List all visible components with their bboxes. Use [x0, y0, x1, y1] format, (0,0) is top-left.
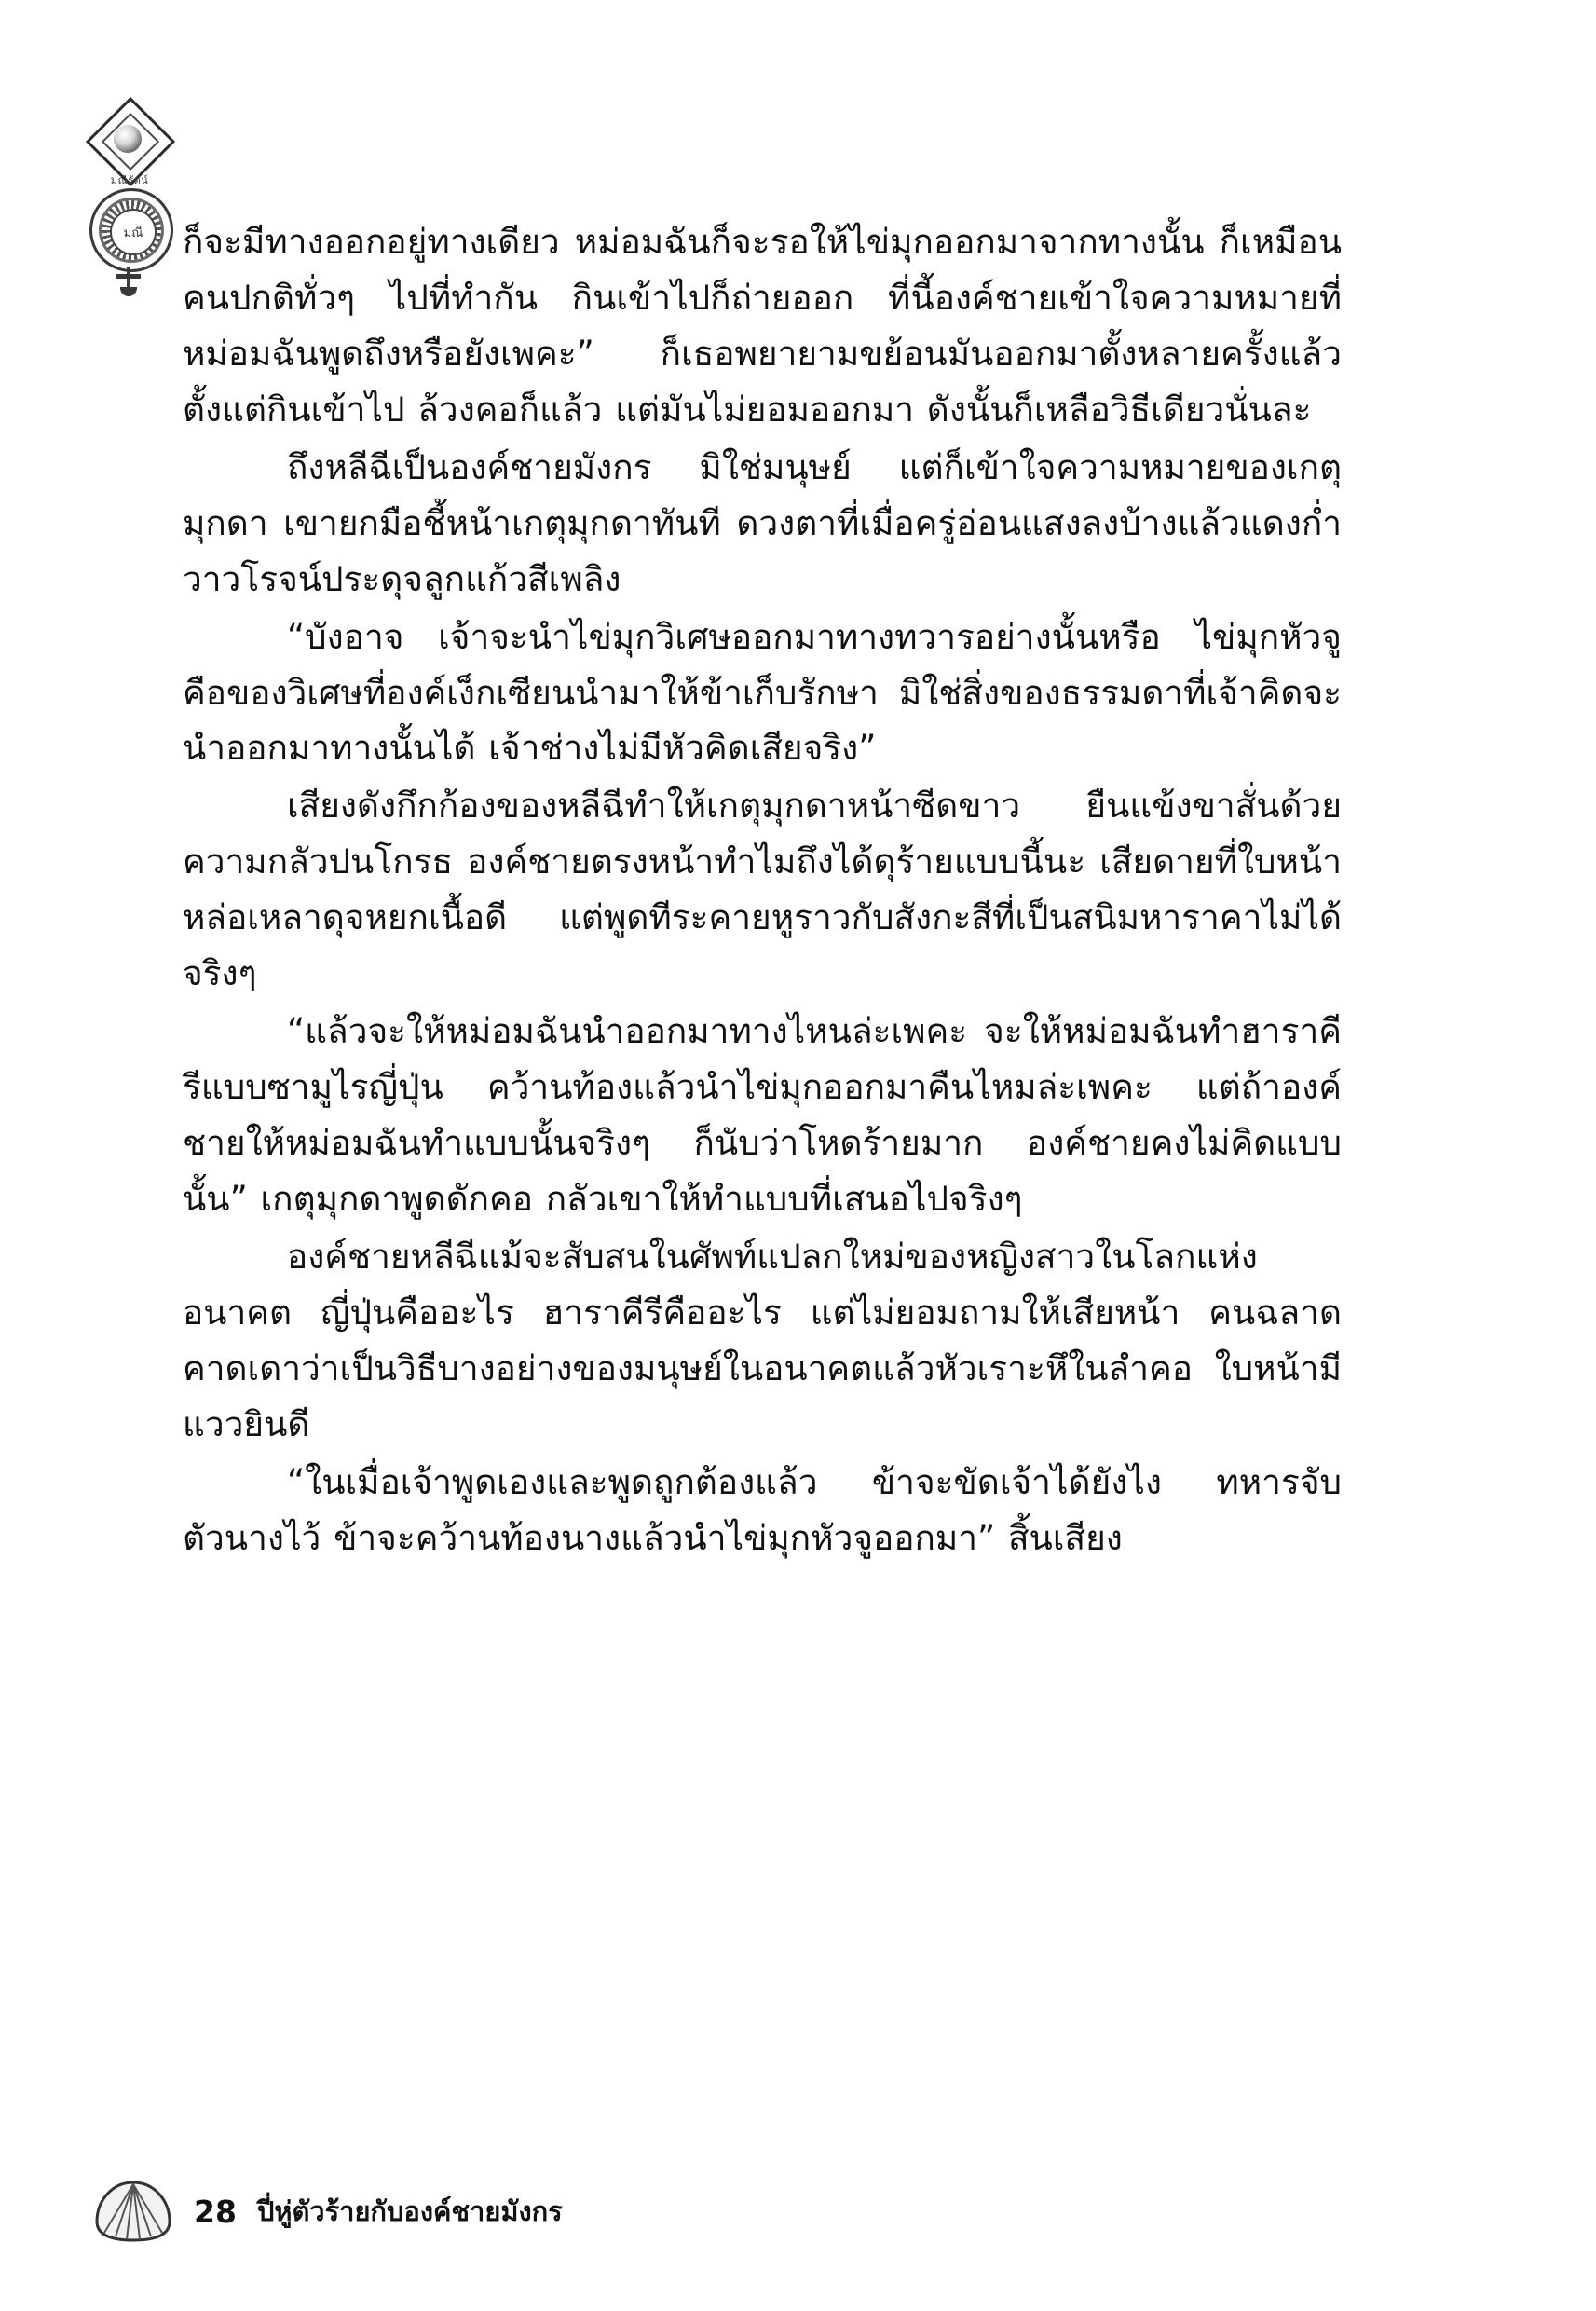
paragraph: “บังอาจ เจ้าจะนำไข่มุกวิเศษออกมาทางทวารอย่างนั้นหรือ ไข่มุกหัวจูคือของวิเศษที่องค์เง็กเซียนนำมาให้ข้าเก็บรักษา มิใช่สิ่งของธรรมดาที่เจ้าคิดจะนำออกมาทางนั้นได้ เจ้าช่างไม่มีหัวคิดเสียจริง”	[183, 616, 1342, 769]
medallion-inner-label: มณี	[110, 209, 157, 255]
page-footer	[93, 2179, 563, 2244]
shell-icon	[93, 2179, 173, 2244]
paragraph: “ในเมื่อเจ้าพูดเองและพูดถูกต้องแล้ว ข้าจะขัดเจ้าได้ยังไง ทหารจับตัวนางไว้ ข้าจะคว้านท้องนางแล้วนำไข่มุกหัวจูออกมา” สิ้นเสียง	[183, 1461, 1342, 1558]
ornament-label: มณีรัตน์	[110, 174, 149, 186]
page-content	[183, 214, 1342, 1568]
pearl-icon	[114, 125, 142, 153]
paragraph: เสียงดังกึกก้องของหลีฉีทำให้เกตุมุกดาหน้าซีดขาว ยืนแข้งขาสั่นด้วยความกลัวปนโกรธ องค์ชายตรงหน้าทำไมถึงได้ดุร้ายแบบนี้นะ เสียดายที่ใบหน้าหล่อเหลาดุจหยกเนื้อดี แต่พูดทีระคายหูราวกับสังกะสีที่เป็นสนิมหาราคาไม่ได้จริงๆ	[183, 786, 1342, 994]
paragraph: องค์ชายหลีฉีแม้จะสับสนในศัพท์แปลกใหม่ของหญิงสาวในโลกแห่งอนาคต ญี่ปุ่นคืออะไร ฮาราคีรีคืออะไร แต่ไม่ยอมถามให้เสียหน้า คนฉลาดคาดเดาว่าเป็นวิธีบางอย่างของมนุษย์ในอนาคตแล้วหัวเราะหึในลำคอ ใบหน้ามีแววยินดี	[183, 1236, 1342, 1444]
paragraph: “แล้วจะให้หม่อมฉันนำออกมาทางไหนล่ะเพคะ จะให้หม่อมฉันทำฮาราคีรีแบบซามูไรญี่ปุ่น คว้านท้องแล้วนำไข่มุกออกมาคืนไหมล่ะเพคะ แต่ถ้าองค์ชายให้หม่อมฉันทำแบบนั้นจริงๆ ก็นับว่าโหดร้ายมาก องค์ชายคงไม่คิดแบบนั้น” เกตุมุกดาพูดดักคอ กลัวเขาให้ทำแบบที่เสนอไปจริงๆ	[183, 1011, 1342, 1219]
page-number: 28	[194, 2193, 237, 2230]
paragraph: ก็จะมีทางออกอยู่ทางเดียว หม่อมฉันก็จะรอให้ไข่มุกออกมาจากทางนั้น ก็เหมือนคนปกติทั่วๆ ไปที่ทำกัน กินเข้าไปก็ถ่ายออก ที่นี้องค์ชายเข้าใจความหมายที่หม่อมฉันพูดถึงหรือยังเพคะ” ก็เธอพยายามขย้อนมันออกมาตั้งหลายครั้งแล้วตั้งแต่กินเข้าไป ล้วงคอก็แล้ว แต่มันไม่ยอมออกมา ดังนั้นก็เหลือวิธีเดียวนั่นละ	[183, 222, 1342, 430]
book-title: ปี่หู่ตัวร้ายกับองค์ชายมังกร	[256, 2195, 563, 2227]
medallion-icon	[89, 188, 173, 272]
tassel-icon	[127, 267, 130, 294]
page-ornament	[73, 110, 184, 296]
paragraph: ถึงหลีฉีเป็นองค์ชายมังกร มิใช่มนุษย์ แต่ก็เข้าใจความหมายของเกตุมุกดา เขายกมือชี้หน้าเกตุมุกดาทันที ดวงตาที่เมื่อครู่อ่อนแสงลงบ้างแล้วแดงก่ำวาวโรจน์ประดุจลูกแก้วสีเพลิง	[183, 446, 1342, 599]
